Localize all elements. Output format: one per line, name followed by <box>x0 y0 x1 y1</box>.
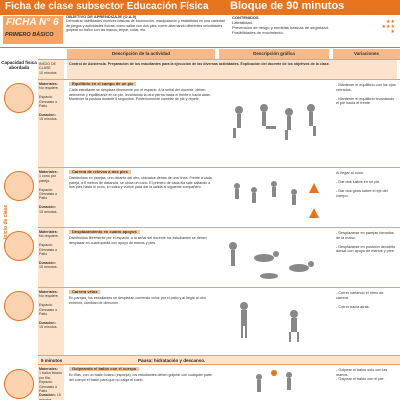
pause-bar <box>38 355 400 364</box>
activity-description: Golpeando el balón con el cuerpo En filas, con un balón liviano (esponja), los estudiantes deben golpear con cualquier parte del cuerpo el balón para que no caiga al suelo. <box>69 366 213 382</box>
strength-icon <box>4 231 34 261</box>
contents-block <box>232 15 397 46</box>
relay-figures-illustration <box>219 168 329 228</box>
activity-variations: - Golpear el balón solo con las manos. - Golpear el balón con el pie. <box>336 368 388 382</box>
activity-row <box>38 227 400 287</box>
logistics-cell: Materiales: 1 balón liviano por fila. Espacio: Gimnasio o Patio Duración: 15 minutos. <box>38 365 64 400</box>
jumping-icon <box>4 171 34 201</box>
activity-description: Carrera veloz En parejas, los estudiantes se desplazan corriendo veloz por el patio y al llegar al otro extremo, cambian de dirección. <box>69 289 206 305</box>
activity-variations: Al llegar al cono: - Dar dos saltos en un pie. - Dar dos giros sobre el eje del cuerpo. <box>336 171 388 198</box>
ball-icon <box>4 369 34 399</box>
activity-tag: Desplazamiento en cuatro apoyos <box>69 230 140 234</box>
ficha-number: FICHA N° 6 <box>6 17 59 28</box>
objective-block <box>66 15 226 46</box>
start-row <box>38 59 400 79</box>
logistics-cell: Materiales: No requiere. Espacio: Gimnasio o Patio Duración: 15 minutos. <box>38 80 64 167</box>
activity-variations: - Desplazarse en parejas tomados de la mano. - Desplazarse en posición decúbito dorsal con apoyo de manos y pies. <box>336 231 396 254</box>
ficha-level: PRIMERO BÁSICO <box>5 32 54 38</box>
stars-rating: ★ <box>390 29 395 35</box>
activity-row <box>38 79 400 167</box>
running-icon <box>4 291 34 321</box>
block-duration: Bloque de 90 minutos <box>230 0 345 12</box>
activity-graphic <box>219 168 329 227</box>
logistics-cell: Materiales: No requiere. Espacio: Gimnasio o Patio Duración: 15 minutos. <box>38 288 64 355</box>
column-header-variations: Variaciones <box>333 49 400 59</box>
activity-variations: - Mantener el equilibrio con los ojos cerrados. - Mantener el equilibrio levantando el pie hacia el frente. <box>336 83 396 106</box>
activity-tag: Carrera de relevos a dos pies <box>69 170 131 174</box>
capacity-label: Capacidad física abordada <box>1 60 37 70</box>
activity-graphic <box>219 288 329 355</box>
activity-graphic <box>219 80 329 167</box>
content-item: Lateralidad. ★★ <box>232 19 395 25</box>
crawl-figures-illustration <box>219 228 329 288</box>
activity-variations: - Correr variando el ritmo de carrera. - Correr hacia atrás. <box>336 291 384 309</box>
logistics-cell: Materiales: 1 cono por pareja. Espacio: Gimnasio o Patio Duración: 15 minutos. <box>38 168 64 227</box>
activity-row <box>38 167 400 227</box>
activity-tag: Golpeando el balón con el cuerpo <box>69 367 139 371</box>
running-figures-illustration <box>219 288 329 356</box>
column-header-activity: Descripción de la actividad <box>67 49 215 59</box>
activity-description: Equilibrio en el campo de un pie Cada estudiante se desplaza libremente por el espacio. A la señal del docente, deben detenerse y equilibrarse en un pie, levantando la otra pierna hacia el frente o hacia atrás. Mantener la postura durante 5 segundos. Posteriormente cambiar de pie y repetir. <box>69 81 211 101</box>
balance-figures-illustration <box>219 80 329 168</box>
left-column <box>0 59 38 400</box>
start-time-cell: INICIO DE CLASE 10 minutos <box>38 60 64 79</box>
objective-label: OBJETIVO DE APRENDIZAJE (O.A.5) <box>66 14 137 19</box>
column-header-graphic: Descripción gráfica <box>219 49 329 59</box>
activity-graphic <box>219 365 329 400</box>
logistics-cell: Materiales: No requiere. Espacio: Gimnasio o Patio Duración: 15 minutos. <box>38 228 64 287</box>
vertical-label: Inicio de clase <box>3 204 9 239</box>
header-bar <box>0 0 400 15</box>
start-description: Control de Asistencia. Preparación de los estudiantes para la ejecución de las diversas actividades. Explicación del docente de los objetivos de la clase. <box>67 60 397 79</box>
content-item: Prevención de riesgo y medidas básicas de seguridad. ★★★ <box>232 24 395 30</box>
activity-description: Desplazamiento en cuatro apoyos Distribuidos libremente por el espacio, a la señal del docente los estudiantes se deben desplazar en cuadrupedia con apoyo de manos y pies. <box>69 229 207 245</box>
stars-rating: ★★★ <box>381 24 395 30</box>
balance-icon <box>4 83 34 113</box>
activity-graphic <box>219 228 329 287</box>
activity-row <box>38 287 400 355</box>
activity-tag: Equilibrio en el campo de un pie <box>69 82 136 86</box>
activity-description: Carrera de relevos a dos pies Distribuidos en parejas, uno delante del otro, ubicados detrás de una línea. Frente a cada pareja, a 8 metros de distancia, se ubica un cono. El primero de cada fila sale saltando a dos pies hasta el cono, lo rodea y vuelve para dar la salida al siguiente compañero. <box>69 169 212 189</box>
pause-time: 5 minutos <box>41 358 63 363</box>
ficha-box <box>3 16 63 44</box>
stars-rating: ★★ <box>386 19 395 25</box>
contents-label: CONTENIDOS <box>232 15 259 20</box>
activity-tag: Carrera veloz <box>69 290 100 294</box>
document-title: Ficha de clase subsector Educación Física <box>5 1 209 12</box>
objective-text: Demostrar habilidades motrices básicas de locomoción, manipulación y estabilidad en una variedad de juegos y actividades físicas, como saltar con dos pies, correr,alternando diferentes velocidades, golpear un balón con las manos, trepar, rodar, etc. <box>66 19 225 33</box>
content-item: Posibilidades de movimiento. ★ <box>232 29 395 35</box>
activity-row <box>38 364 400 400</box>
ball-figures-illustration <box>219 365 329 400</box>
pause-text: Pausa: hidratación y descanso. <box>138 358 206 363</box>
